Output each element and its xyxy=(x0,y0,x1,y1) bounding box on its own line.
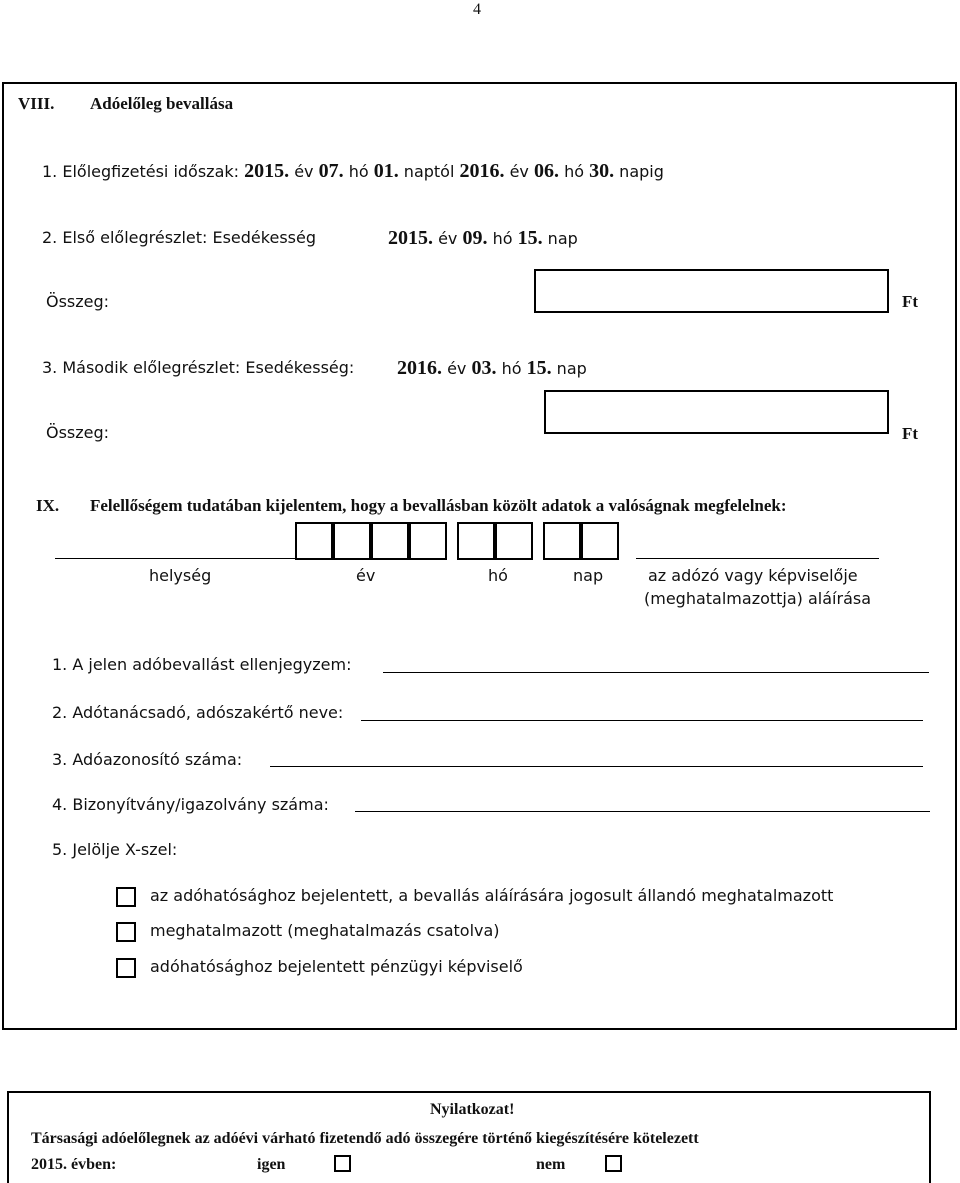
tax-id-label: 3. Adóazonosító száma: xyxy=(52,750,243,769)
prepayment-period-line xyxy=(42,160,664,183)
financial-representative-checkbox[interactable] xyxy=(116,958,136,978)
ev-text: év xyxy=(433,229,463,248)
declaration-yes-checkbox[interactable] xyxy=(334,1155,351,1172)
declaration-no-checkbox[interactable] xyxy=(605,1155,622,1172)
certificate-number-label: 4. Bizonyítvány/igazolvány száma: xyxy=(52,795,329,814)
nap-text: nap xyxy=(551,359,587,378)
countersign-line[interactable] xyxy=(383,672,929,673)
year-label: év xyxy=(356,566,376,585)
declaration-no-label: nem xyxy=(536,1156,566,1173)
ev-text: év xyxy=(504,162,534,181)
first-amount-unit: Ft xyxy=(902,292,919,311)
ho-text: hó xyxy=(343,162,374,181)
nap-text: nap xyxy=(542,229,578,248)
period-end-year: 2016. xyxy=(459,160,505,182)
ho-text: hó xyxy=(487,229,518,248)
signature-line[interactable] xyxy=(636,558,879,559)
first-amount-input[interactable] xyxy=(534,269,889,313)
second-due-year: 2016. xyxy=(397,357,442,379)
authorized-representative-checkbox[interactable] xyxy=(116,922,136,942)
napig-text: napig xyxy=(614,162,664,181)
prepayment-period-label: 1. Előlegfizetési időszak: xyxy=(42,162,245,181)
second-amount-unit: Ft xyxy=(902,424,919,443)
ho-text: hó xyxy=(558,162,590,181)
section-viii-title: Adóelőleg bevallása xyxy=(90,94,234,113)
mark-with-x-label: 5. Jelölje X-szel: xyxy=(52,840,178,859)
page-number: 4 xyxy=(473,1,481,18)
certificate-number-line[interactable] xyxy=(355,811,930,812)
first-installment-date xyxy=(388,227,578,250)
declaration-year-label: 2015. évben: xyxy=(31,1156,117,1173)
countersign-label: 1. A jelen adóbevallást ellenjegyzem: xyxy=(52,655,352,674)
ev-text: év xyxy=(289,162,319,181)
authorized-representative-label: meghatalmazott (meghatalmazás csatolva) xyxy=(150,921,500,940)
permanent-representative-checkbox[interactable] xyxy=(116,887,136,907)
first-installment-label: 2. Első előlegrészlet: Esedékesség xyxy=(42,228,316,247)
financial-representative-label: adóhatósághoz bejelentett pénzügyi képviselő xyxy=(150,957,523,976)
signature-label-2: (meghatalmazottja) aláírása xyxy=(644,589,872,608)
declaration-text: Társasági adóelőlegnek az adóévi várható fizetendő adó összegére történő kiegészítésére kötelezett xyxy=(31,1130,699,1147)
period-end-day: 30. xyxy=(589,160,615,182)
declaration-title: Nyilatkozat! xyxy=(430,1101,515,1118)
second-installment-label: 3. Második előlegrészlet: Esedékesség: xyxy=(42,358,355,377)
ho-text: hó xyxy=(496,359,527,378)
first-due-day: 15. xyxy=(517,227,543,249)
year-digit-2[interactable] xyxy=(333,522,371,560)
month-digit-1[interactable] xyxy=(457,522,495,560)
place-label: helység xyxy=(149,566,212,585)
first-due-month: 09. xyxy=(462,227,488,249)
naptol-text: naptól xyxy=(398,162,460,181)
year-digit-4[interactable] xyxy=(409,522,447,560)
second-installment-date xyxy=(397,357,587,380)
section-ix-title: Felellőségem tudatában kijelentem, hogy a bevallásban közölt adatok a valóságnak megfelelnek: xyxy=(90,496,787,515)
day-label: nap xyxy=(573,566,604,585)
ev-text: év xyxy=(442,359,472,378)
month-label: hó xyxy=(488,566,508,585)
second-amount-label: Összeg: xyxy=(46,423,110,442)
year-digit-1[interactable] xyxy=(295,522,333,560)
day-digit-2[interactable] xyxy=(581,522,619,560)
period-start-month: 07. xyxy=(318,160,344,182)
section-viii-number: VIII. xyxy=(18,94,55,113)
tax-id-line[interactable] xyxy=(270,766,923,767)
first-due-year: 2015. xyxy=(388,227,433,249)
declaration-yes-label: igen xyxy=(257,1156,286,1173)
first-amount-label: Összeg: xyxy=(46,292,110,311)
advisor-name-line[interactable] xyxy=(361,720,923,721)
period-start-year: 2015. xyxy=(244,160,290,182)
second-due-day: 15. xyxy=(526,357,552,379)
place-line[interactable] xyxy=(55,558,295,559)
year-digit-3[interactable] xyxy=(371,522,409,560)
second-due-month: 03. xyxy=(471,357,497,379)
advisor-name-label: 2. Adótanácsadó, adószakértő neve: xyxy=(52,703,344,722)
period-end-month: 06. xyxy=(533,160,559,182)
section-ix-number: IX. xyxy=(36,496,60,515)
permanent-representative-label: az adóhatósághoz bejelentett, a bevallás aláírására jogosult állandó meghatalmazott xyxy=(150,886,834,905)
month-digit-2[interactable] xyxy=(495,522,533,560)
signature-label: az adózó vagy képviselője xyxy=(648,566,858,585)
day-digit-1[interactable] xyxy=(543,522,581,560)
period-start-day: 01. xyxy=(373,160,399,182)
second-amount-input[interactable] xyxy=(544,390,889,434)
